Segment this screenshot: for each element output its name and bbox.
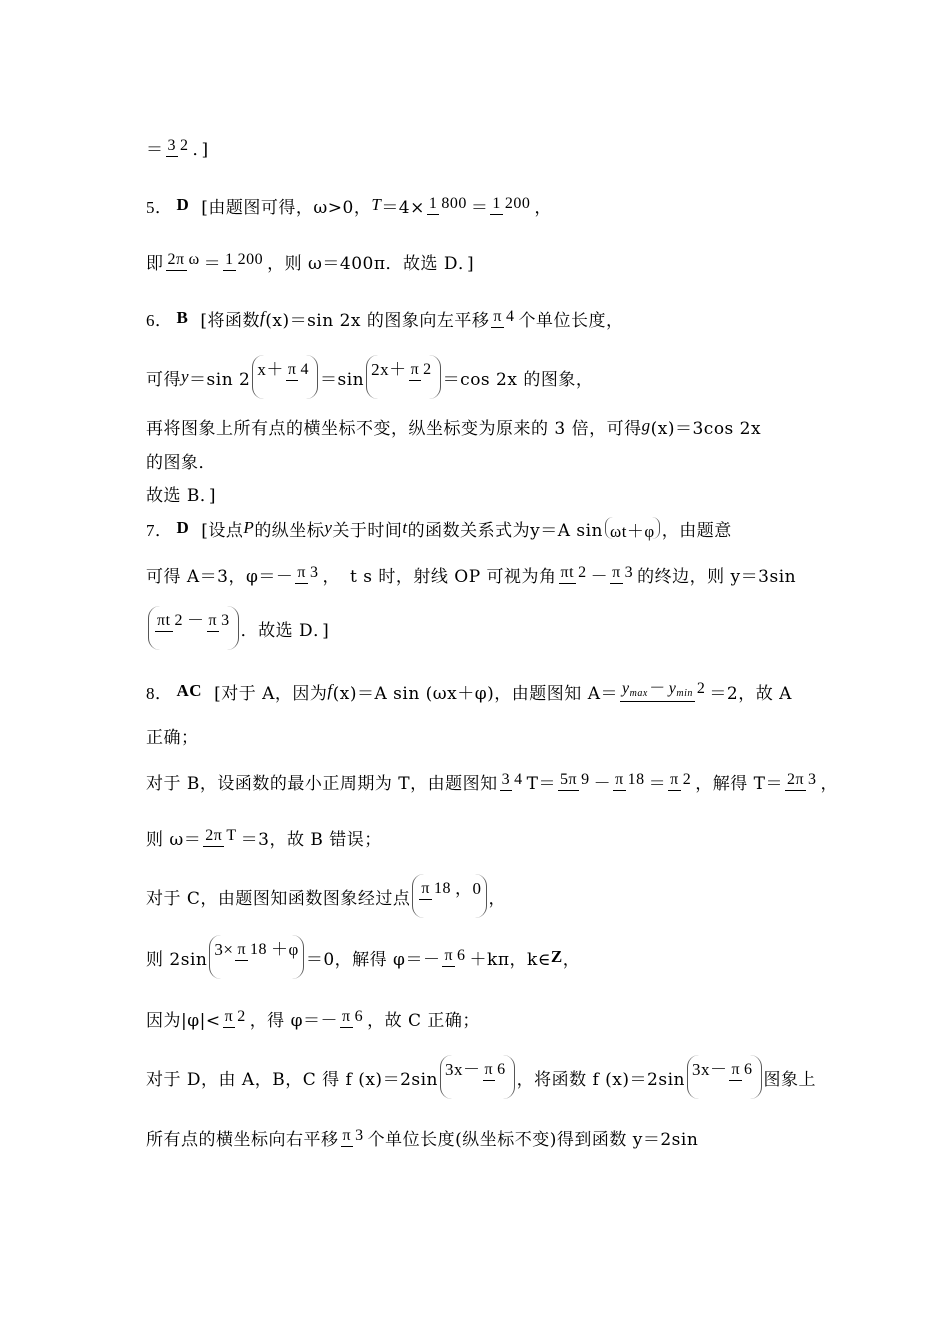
text: [将函数	[200, 310, 260, 331]
text: 故选 B．]	[146, 485, 217, 506]
line-15	[146, 814, 806, 860]
fraction: 3 4	[500, 771, 525, 791]
line-16	[146, 873, 806, 919]
question-number: 6．	[146, 310, 173, 330]
fraction: 1 800	[427, 195, 469, 215]
line-17	[146, 934, 806, 980]
text: (x)＝A sin (ωx＋φ)，由题图知 A＝	[332, 683, 618, 704]
integer-set: Z	[550, 947, 563, 966]
fraction: 1 200	[490, 195, 532, 215]
line-19	[146, 1054, 817, 1100]
text: 对于 B，设函数的最小正周期为 T，由题图知	[146, 773, 498, 794]
line-10	[146, 551, 806, 597]
text: 所有点的横坐标向右平移	[146, 1129, 339, 1150]
line-13	[146, 712, 806, 758]
text: [对于 A，因为	[214, 683, 328, 704]
text: ，由题意	[661, 520, 732, 541]
text: ，	[488, 888, 506, 909]
text: 个单位长度(纵坐标不变)得到函数 y＝2sin	[367, 1129, 699, 1150]
var: g	[641, 416, 651, 435]
text: ＝4×	[381, 197, 425, 218]
line-question-6	[146, 295, 806, 341]
text: ＋kπ，k∈	[469, 949, 551, 970]
text: [由题图可得，ω>0，	[201, 197, 372, 218]
text: 即	[146, 253, 164, 274]
fraction: π 2	[223, 1008, 248, 1028]
text: ，将函数 f (x)＝2sin	[516, 1069, 685, 1090]
answer-letter: AC	[176, 681, 203, 700]
text: ＝cos 2x 的图象，	[442, 369, 594, 390]
text: ＝2，故 A	[709, 683, 792, 704]
paren-group: 3x－ π 6	[687, 1055, 762, 1099]
line-question-5	[146, 182, 806, 228]
line-5	[146, 354, 806, 400]
text: 对于 C，由题图知函数图象经过点	[146, 888, 411, 909]
var: f	[259, 308, 266, 327]
text: ，则 ω＝400π．故选 D．]	[267, 253, 475, 274]
text: ＝0，解得 φ＝－	[305, 949, 441, 970]
text: ．]	[192, 139, 209, 160]
text: 关于时间	[332, 520, 403, 541]
fraction: π 2	[668, 771, 693, 791]
answer-letter: D	[176, 195, 190, 214]
var: T	[371, 195, 382, 214]
line-question-8	[146, 668, 806, 714]
text: t s 时，射线 OP 可视为角	[349, 566, 557, 587]
fraction: 2π 3	[785, 771, 819, 791]
line-20	[146, 1114, 806, 1160]
var: f	[327, 681, 333, 700]
paren-group: 3x－ π 6	[440, 1055, 515, 1099]
text: 则 ω＝	[146, 829, 202, 850]
text: ＝	[203, 253, 222, 274]
text: 的图象．	[146, 452, 216, 473]
paren-group: x＋ π 4	[252, 355, 318, 399]
answer-letter: B	[176, 308, 189, 327]
line-11	[146, 605, 806, 651]
fraction: ymax－ ymin 2	[620, 680, 707, 702]
line-18	[146, 995, 806, 1041]
text: －	[593, 773, 612, 794]
var: t	[402, 518, 408, 537]
text: ，	[534, 197, 552, 218]
fraction: 2π ω	[166, 251, 202, 271]
fraction: π 3	[610, 564, 635, 584]
question-number: 8．	[146, 683, 173, 703]
text: (x)＝sin 2x 的图象向左平移	[265, 310, 490, 331]
fraction: 2π T	[203, 827, 238, 847]
text: ．故选 D．]	[240, 620, 330, 641]
text: ，	[322, 566, 340, 587]
fraction: π 3	[295, 564, 320, 584]
fraction: πt 2	[559, 564, 589, 584]
text: ＝	[648, 773, 667, 794]
paren-group: ωt＋φ	[605, 517, 660, 539]
text: 的终边，则 y＝3sin	[637, 566, 797, 587]
text: ＝sin	[319, 369, 365, 390]
text: 个单位长度，	[518, 310, 624, 331]
text: [设点	[201, 520, 244, 541]
paren-group: π 18 ，0	[412, 874, 486, 918]
text: 则 2sin	[146, 949, 208, 970]
fraction: π 3	[341, 1127, 366, 1147]
text: ，解得 T＝	[695, 773, 783, 794]
fraction: π 4	[491, 308, 516, 328]
fraction: 1 200	[223, 251, 265, 271]
text: 可得 A＝3，φ＝－	[146, 566, 294, 587]
text: 对于 D，由 A，B，C 得 f (x)＝2sin	[146, 1069, 438, 1090]
paren-group: πt 2 － π 3	[148, 606, 239, 650]
line-14	[146, 758, 839, 804]
text: 再将图象上所有点的横坐标不变，纵坐标变为原来的 3 倍，可得	[146, 418, 642, 439]
text: T＝	[526, 773, 556, 794]
text: 的纵坐标	[254, 520, 325, 541]
text: ＝sin 2	[189, 369, 251, 390]
text: 图象上	[763, 1069, 817, 1090]
text: ，得 φ＝－	[249, 1010, 338, 1031]
text: ＝	[146, 139, 164, 160]
fraction: 5π 9	[558, 771, 592, 791]
text: 可得	[146, 369, 181, 390]
paren-group: 2x＋ π 2	[366, 355, 441, 399]
text: ，	[820, 773, 839, 794]
text: 的函数关系式为	[407, 520, 531, 541]
text: ＝3，故 B 错误；	[240, 829, 382, 850]
line-3	[146, 238, 806, 284]
question-number: 7．	[146, 520, 173, 540]
text: 因为|φ|<	[146, 1010, 221, 1031]
var: y	[181, 367, 190, 386]
text: y＝A sin	[530, 520, 603, 541]
text: (x)＝3cos 2x	[650, 418, 762, 439]
answer-letter: D	[176, 518, 190, 537]
text: 正确；	[146, 727, 199, 748]
paren-group: 3× π 18 ＋φ	[209, 935, 303, 979]
text: ＝	[470, 197, 489, 218]
fraction: π 6	[442, 947, 467, 967]
fraction: 3 2	[166, 137, 191, 157]
line-question-7	[146, 505, 806, 551]
text: ，	[562, 949, 581, 970]
var: P	[243, 518, 255, 537]
var: y	[324, 518, 333, 537]
fraction: π 6	[340, 1008, 365, 1028]
text: ，故 C 正确；	[367, 1010, 480, 1031]
text: －	[590, 566, 609, 587]
line-1	[146, 124, 806, 170]
question-number: 5．	[146, 197, 173, 217]
fraction: π 18	[613, 771, 647, 791]
